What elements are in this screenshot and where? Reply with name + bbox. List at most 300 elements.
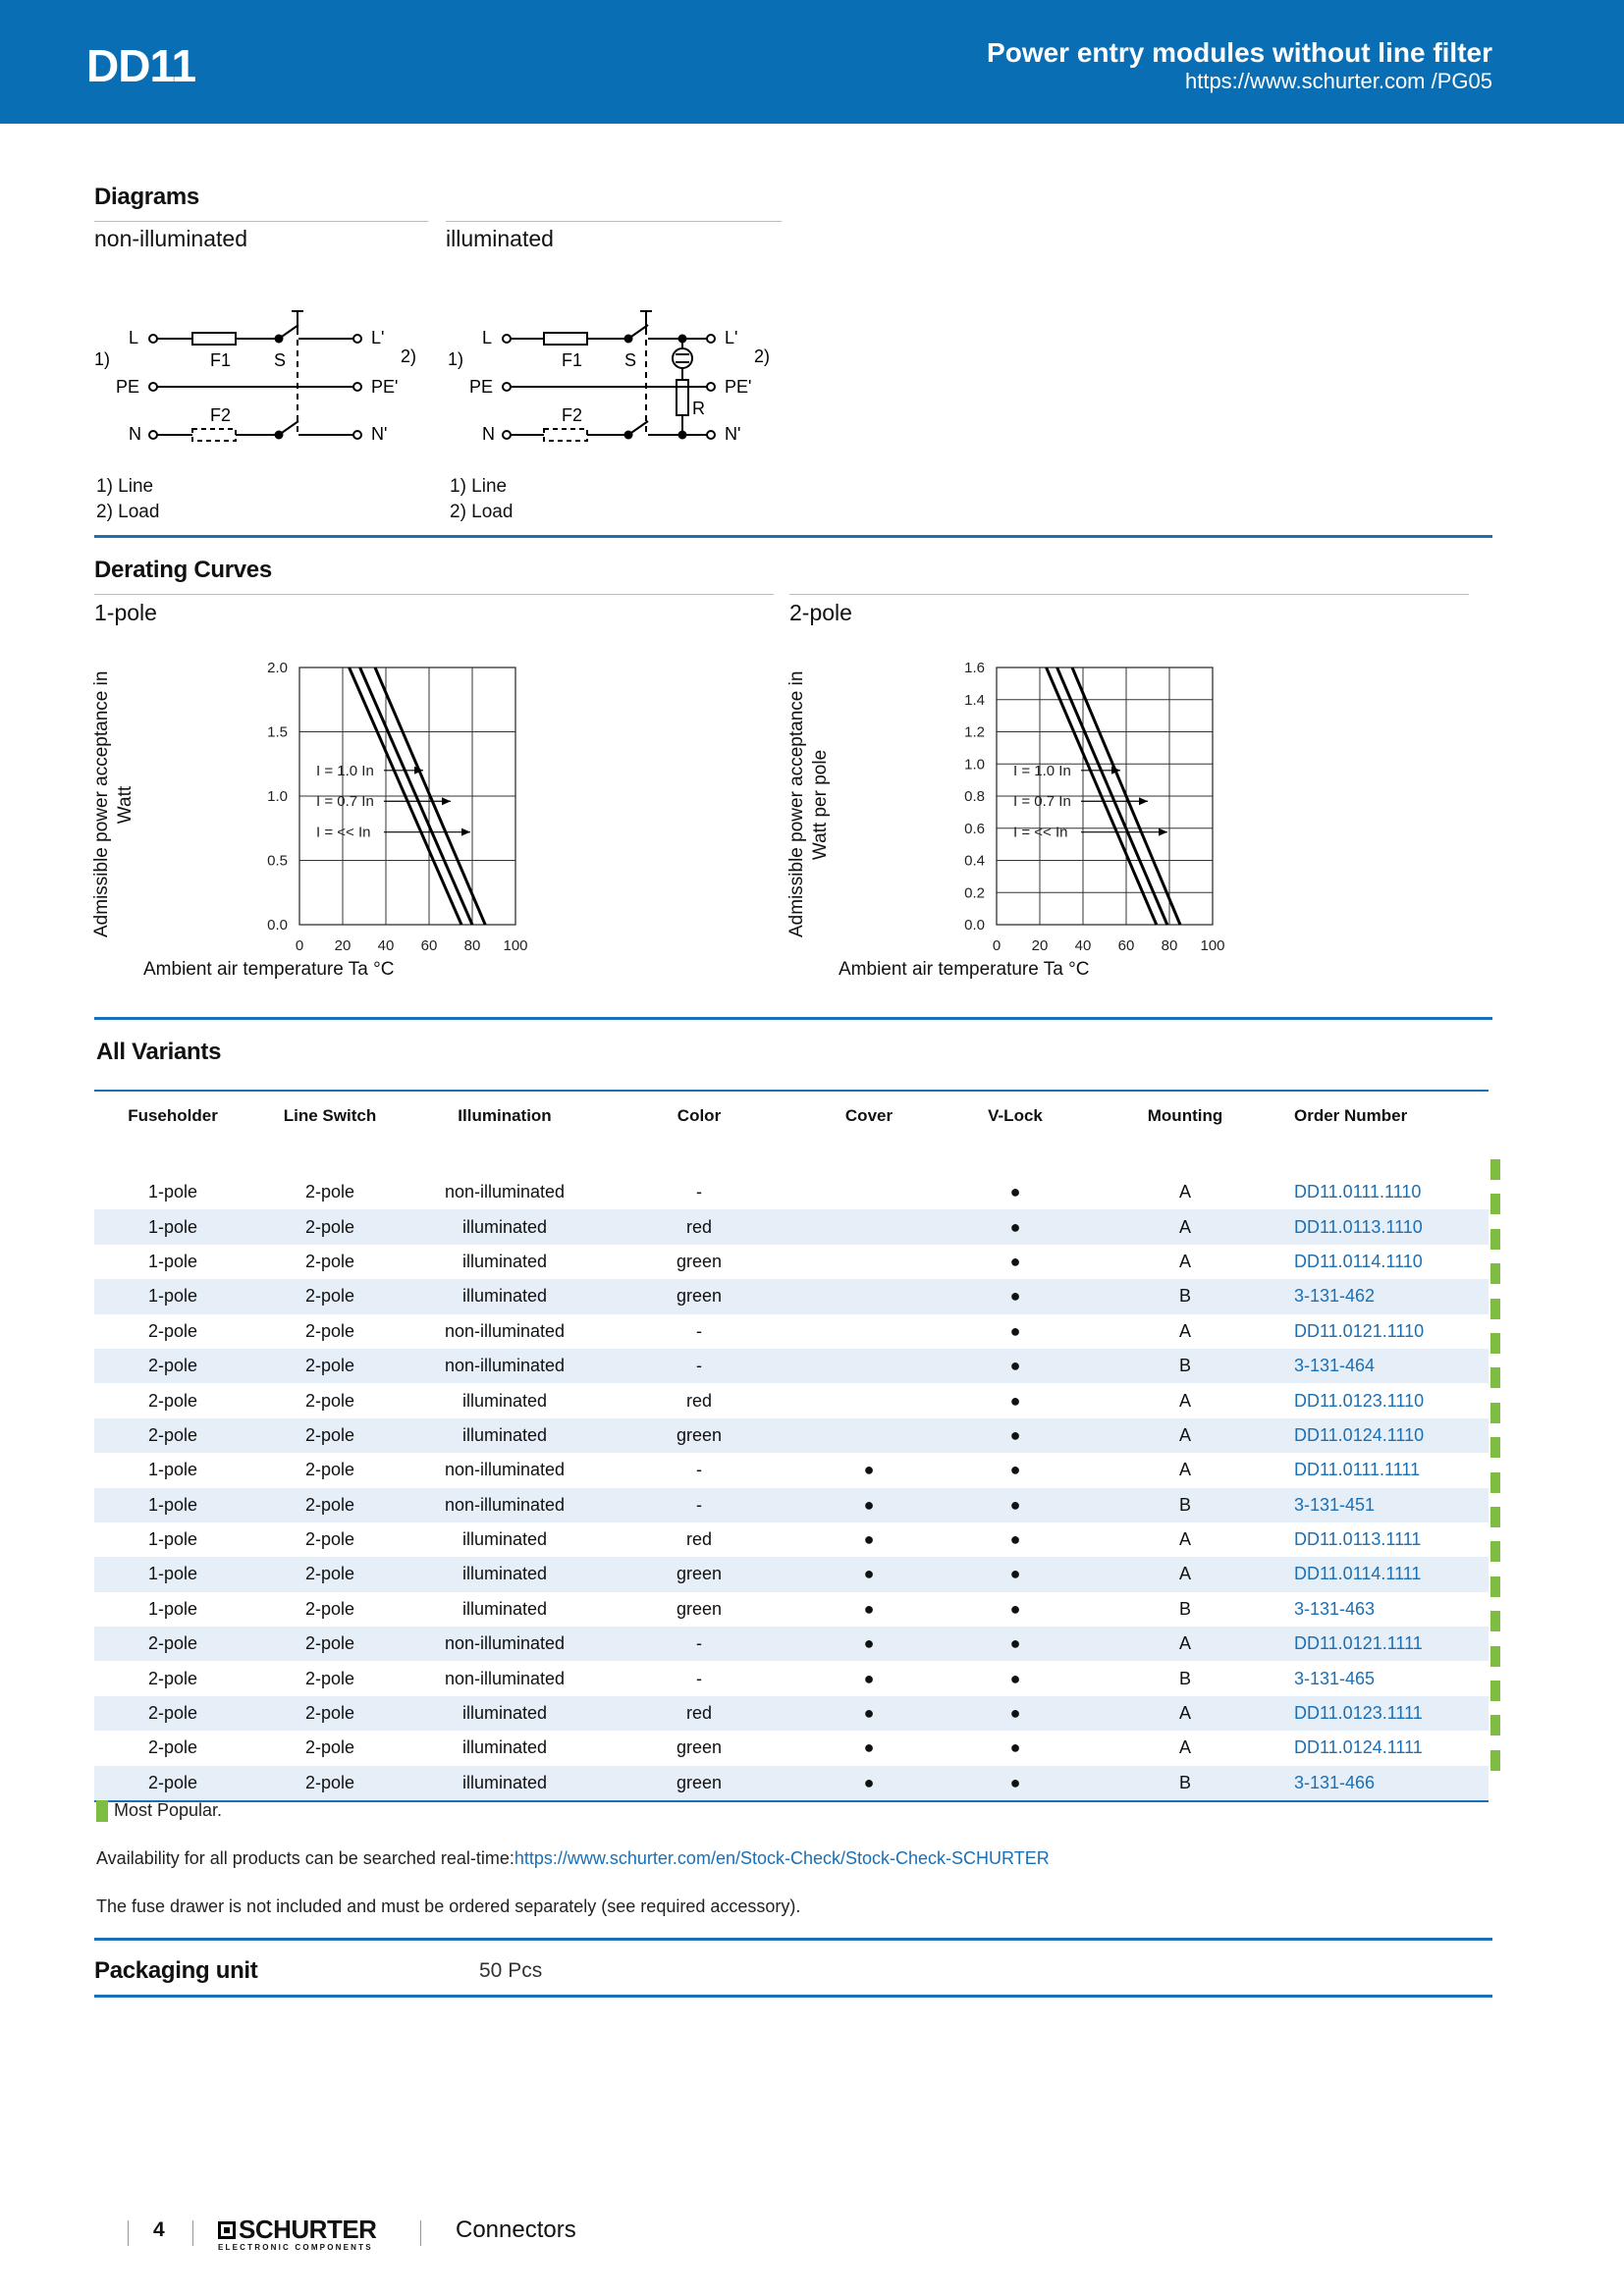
ylabel-line1: Admissible power acceptance in [91, 670, 112, 937]
logo-mark-icon [218, 2221, 236, 2239]
fuseholder-cell: 2-pole [147, 1737, 198, 1758]
color-cell: - [601, 1349, 797, 1383]
order-number-cell[interactable]: DD11.0123.1110 [1294, 1390, 1425, 1411]
color-cell: green [676, 1598, 723, 1619]
color-cell: green [601, 1766, 797, 1801]
table-row [94, 1488, 1489, 1522]
y-tick-label: 2.0 [267, 660, 288, 676]
table-row [94, 1731, 1489, 1765]
derating-chart-1-pole [245, 653, 658, 957]
illumination-cell: illuminated [408, 1766, 601, 1801]
mounting-cell: B [1090, 1349, 1280, 1383]
v-lock-cell: ● [941, 1627, 1090, 1661]
legend-load: 2) Load [96, 502, 160, 522]
color-cell: - [696, 1460, 702, 1480]
page-header [0, 0, 1624, 124]
illumination-cell: illuminated [461, 1529, 548, 1550]
column-header: Order Number [1280, 1091, 1489, 1153]
derating-chart-2-pole [943, 653, 1355, 957]
logo-subtitle: ELECTRONIC COMPONENTS [218, 2243, 373, 2252]
fuseholder-cell: 2-pole [94, 1766, 251, 1801]
footer-category: Connectors [456, 2216, 576, 2243]
order-number-cell[interactable]: 3-131-451 [1280, 1488, 1489, 1522]
product-code: DD11 [86, 40, 196, 91]
label-PEp-2: PE' [725, 377, 752, 397]
order-number-cell[interactable]: DD11.0121.1111 [1280, 1627, 1489, 1661]
section-divider [94, 1995, 1492, 1998]
table-row [94, 1453, 1489, 1487]
most-popular-marker [1490, 1333, 1500, 1354]
table-row [94, 1383, 1489, 1417]
derating-title: Derating Curves [94, 557, 272, 583]
y-tick-label: 0.0 [964, 917, 985, 934]
y-tick-label: 0.2 [964, 884, 985, 902]
color-cell: red [685, 1529, 712, 1550]
cover-cell: ● [863, 1529, 875, 1550]
v-lock-cell: ● [1009, 1320, 1021, 1341]
mounting-cell: A [1178, 1182, 1191, 1202]
mounting-cell: A [1178, 1737, 1191, 1758]
fuseholder-cell: 2-pole [94, 1627, 251, 1661]
order-number-cell[interactable]: 3-131-466 [1280, 1766, 1489, 1801]
label-PE: PE [116, 377, 140, 397]
legend-line: 1) Line [96, 476, 154, 497]
mounting-cell: B [1178, 1668, 1191, 1688]
y-tick-label: 1.2 [964, 723, 985, 741]
order-number-cell[interactable]: 3-131-463 [1294, 1598, 1376, 1619]
x-tick-label: 100 [503, 937, 528, 954]
y-tick-label: 0.6 [964, 820, 985, 837]
x-tick-label: 100 [1200, 937, 1225, 954]
column-header: V-Lock [941, 1091, 1090, 1153]
line-switch-cell: 2-pole [304, 1182, 355, 1202]
mounting-cell: A [1090, 1209, 1280, 1244]
mounting-cell: A [1178, 1460, 1191, 1480]
fuseholder-cell: 2-pole [94, 1696, 251, 1731]
v-lock-cell: ● [941, 1766, 1090, 1801]
y-tick-label: 0.5 [267, 852, 288, 870]
arrow-head-icon [461, 828, 470, 836]
mounting-cell: A [1090, 1557, 1280, 1591]
fuseholder-cell: 2-pole [94, 1349, 251, 1383]
line-switch-cell: 2-pole [251, 1209, 408, 1244]
schematic-non-illuminated [88, 299, 432, 456]
order-number-cell[interactable]: 3-131-464 [1280, 1349, 1489, 1383]
illumination-cell: non-illuminated [408, 1627, 601, 1661]
product-title: Power entry modules without line filter [987, 37, 1492, 68]
label-L: L [129, 328, 139, 347]
series-annotation: I = 0.7 In [1013, 793, 1071, 811]
order-number-cell[interactable]: DD11.0113.1110 [1280, 1209, 1489, 1244]
table-row [94, 1557, 1489, 1591]
label-Np: N' [371, 424, 388, 444]
footer-divider [192, 2220, 193, 2246]
table-row [94, 1592, 1489, 1627]
x-tick-label: 40 [377, 937, 395, 954]
v-lock-cell: ● [941, 1349, 1090, 1383]
ylabel-line1: Admissible power acceptance in [786, 670, 807, 937]
chart-right-ylabel [785, 672, 833, 937]
table-row [94, 1696, 1489, 1731]
cover-cell [797, 1209, 941, 1244]
v-lock-cell: ● [1009, 1737, 1021, 1758]
most-popular-marker [1490, 1681, 1500, 1701]
illumination-cell: non-illuminated [444, 1182, 566, 1202]
v-lock-cell: ● [1009, 1668, 1021, 1688]
order-number-cell[interactable]: 3-131-462 [1280, 1279, 1489, 1313]
cover-cell: ● [797, 1696, 941, 1731]
series-annotation: I = 0.7 In [316, 793, 374, 811]
cover-cell [797, 1383, 941, 1417]
line-switch-cell: 2-pole [304, 1390, 355, 1411]
section-divider [94, 1017, 1492, 1020]
cover-cell: ● [797, 1557, 941, 1591]
footer-divider [128, 2220, 129, 2246]
mounting-cell: A [1178, 1320, 1191, 1341]
mounting-cell: A [1178, 1390, 1191, 1411]
series-annotation: I = << In [1013, 824, 1068, 841]
illumination-cell: non-illuminated [444, 1320, 566, 1341]
most-popular-marker [1490, 1299, 1500, 1319]
most-popular-marker [1490, 1750, 1500, 1771]
color-cell: green [676, 1251, 723, 1271]
label-S-2: S [624, 350, 637, 370]
label-F2-2: F2 [562, 405, 583, 425]
derating-left-rule [94, 594, 774, 595]
line-switch-cell: 2-pole [304, 1737, 355, 1758]
v-lock-cell: ● [941, 1209, 1090, 1244]
mounting-cell: B [1090, 1766, 1280, 1801]
most-popular-marker [1490, 1159, 1500, 1180]
schurter-logo [218, 2215, 376, 2252]
illumination-cell: illuminated [408, 1557, 601, 1591]
x-tick-label: 80 [463, 937, 481, 954]
y-tick-label: 1.5 [267, 723, 288, 741]
stock-check-link[interactable]: https://www.schurter.com/en/Stock-Check/Stock-Check-SCHURTER [514, 1848, 1050, 1868]
illumination-cell: illuminated [408, 1279, 601, 1313]
most-popular-marker [1490, 1194, 1500, 1214]
illumination-cell: non-illuminated [444, 1668, 566, 1688]
chart-right-xlabel: Ambient air temperature Ta °C [839, 959, 1090, 980]
order-number-cell[interactable]: DD11.0124.1110 [1280, 1418, 1489, 1453]
line-switch-cell: 2-pole [251, 1557, 408, 1591]
label-PE-2: PE [469, 377, 494, 397]
label-R: R [692, 399, 705, 418]
color-cell: - [696, 1320, 702, 1341]
availability-text: Availability for all products can be searched real-time: [96, 1848, 514, 1868]
chart-left-xlabel: Ambient air temperature Ta °C [143, 959, 395, 980]
x-tick-label: 0 [295, 937, 304, 954]
cover-cell: ● [863, 1737, 875, 1758]
legend-line: 1) Line [450, 476, 508, 497]
x-tick-label: 20 [334, 937, 352, 954]
line-switch-cell: 2-pole [304, 1251, 355, 1271]
y-tick-label: 1.6 [964, 660, 985, 676]
x-tick-label: 60 [1117, 937, 1135, 954]
v-lock-cell: ● [1009, 1598, 1021, 1619]
chart-left-ylabel [90, 672, 137, 937]
diagram-left-rule [94, 221, 428, 222]
line-switch-cell: 2-pole [251, 1488, 408, 1522]
table-row [94, 1661, 1489, 1695]
line-switch-cell: 2-pole [251, 1349, 408, 1383]
most-popular-swatch [96, 1800, 108, 1822]
line-switch-cell: 2-pole [304, 1668, 355, 1688]
cover-cell: ● [863, 1460, 875, 1480]
table-header-row [94, 1091, 1489, 1153]
table-row [94, 1209, 1489, 1244]
fuseholder-cell: 1-pole [147, 1251, 198, 1271]
fuseholder-cell: 2-pole [94, 1418, 251, 1453]
y-tick-label: 0.4 [964, 852, 985, 870]
arrow-head-icon [442, 797, 451, 805]
color-cell: green [601, 1418, 797, 1453]
cover-cell: ● [863, 1668, 875, 1688]
order-number-cell[interactable]: DD11.0114.1111 [1280, 1557, 1489, 1591]
label-F1-2: F1 [562, 350, 583, 370]
label-N-2: N [482, 424, 495, 444]
ylabel-line2: Watt [115, 785, 135, 825]
line-switch-cell: 2-pole [304, 1320, 355, 1341]
order-number-cell[interactable]: DD11.0111.1110 [1294, 1182, 1422, 1202]
table-row [94, 1766, 1489, 1801]
most-popular-marker [1490, 1541, 1500, 1562]
variants-title: All Variants [96, 1039, 222, 1065]
series-annotation: I = 1.0 In [1013, 762, 1071, 779]
table-row [94, 1522, 1489, 1557]
most-popular-marker [1490, 1472, 1500, 1493]
diagram-left-title: non-illuminated [94, 226, 247, 251]
v-lock-cell: ● [941, 1279, 1090, 1313]
table-row [94, 1175, 1489, 1209]
cover-cell: ● [797, 1627, 941, 1661]
order-number-cell[interactable]: DD11.0113.1111 [1294, 1529, 1422, 1550]
line-switch-cell: 2-pole [304, 1529, 355, 1550]
footer-divider [420, 2220, 421, 2246]
v-lock-cell: ● [941, 1418, 1090, 1453]
product-url[interactable]: https://www.schurter.com /PG05 [1184, 69, 1492, 93]
packaging-value: 50 Pcs [479, 1959, 543, 1982]
derating-right-rule [789, 594, 1469, 595]
x-tick-label: 20 [1031, 937, 1049, 954]
color-cell: red [601, 1696, 797, 1731]
label-Lp: L' [371, 328, 385, 347]
most-popular-marker [1490, 1367, 1500, 1388]
column-header: Mounting [1090, 1091, 1280, 1153]
table-row [94, 1314, 1489, 1349]
availability-note [96, 1848, 1050, 1869]
section-divider [94, 1938, 1492, 1941]
fuseholder-cell: 1-pole [94, 1488, 251, 1522]
label-L-2: L [482, 328, 493, 347]
label-line-marker-2: 1) [448, 349, 464, 369]
color-cell: red [601, 1209, 797, 1244]
label-F2: F2 [210, 405, 232, 425]
illumination-cell: non-illuminated [408, 1488, 601, 1522]
color-cell: green [601, 1279, 797, 1313]
column-header: Fuseholder [94, 1091, 251, 1153]
label-Lp-2: L' [725, 328, 738, 347]
illumination-cell: illuminated [461, 1390, 548, 1411]
most-popular-marker [1490, 1437, 1500, 1458]
fuseholder-cell: 1-pole [94, 1557, 251, 1591]
line-switch-cell: 2-pole [251, 1766, 408, 1801]
y-tick-label: 0.8 [964, 788, 985, 805]
table-row [94, 1279, 1489, 1313]
line-switch-cell: 2-pole [251, 1696, 408, 1731]
mounting-cell: A [1090, 1696, 1280, 1731]
v-lock-cell: ● [1009, 1460, 1021, 1480]
diagram-right-legend [450, 474, 513, 525]
diagrams-title: Diagrams [94, 184, 199, 210]
label-load-marker: 2) [401, 347, 417, 366]
column-header: Color [601, 1091, 797, 1153]
packaging-label: Packaging unit [94, 1957, 258, 1984]
v-lock-cell: ● [1009, 1529, 1021, 1550]
color-cell: green [601, 1557, 797, 1591]
mounting-cell: A [1178, 1529, 1191, 1550]
cover-cell [797, 1314, 941, 1349]
cover-cell [797, 1349, 941, 1383]
most-popular-marker [1490, 1576, 1500, 1597]
v-lock-cell: ● [1009, 1251, 1021, 1271]
arrow-head-icon [1159, 828, 1167, 836]
cover-cell: ● [797, 1766, 941, 1801]
order-number-cell[interactable]: DD11.0123.1111 [1280, 1696, 1489, 1731]
legend-load: 2) Load [450, 502, 514, 522]
derating-right-title: 2-pole [789, 600, 852, 625]
illumination-cell: illuminated [461, 1598, 548, 1619]
line-switch-cell: 2-pole [304, 1460, 355, 1480]
v-lock-cell: ● [941, 1696, 1090, 1731]
column-header: Illumination [408, 1091, 601, 1153]
mounting-cell: A [1090, 1418, 1280, 1453]
illumination-cell: non-illuminated [444, 1460, 566, 1480]
mounting-cell: A [1178, 1251, 1191, 1271]
cover-cell [797, 1279, 941, 1313]
mounting-cell: A [1090, 1627, 1280, 1661]
cover-cell [797, 1175, 941, 1209]
most-popular-marker [1490, 1715, 1500, 1735]
cover-cell: ● [863, 1598, 875, 1619]
illumination-cell: illuminated [408, 1209, 601, 1244]
most-popular-marker [1490, 1229, 1500, 1250]
color-cell: - [696, 1668, 702, 1688]
fuseholder-cell: 1-pole [94, 1279, 251, 1313]
v-lock-cell: ● [1009, 1182, 1021, 1202]
section-divider [94, 535, 1492, 538]
fuseholder-cell: 2-pole [147, 1390, 198, 1411]
diagram-left-legend [96, 474, 159, 525]
cover-cell [797, 1245, 941, 1279]
most-popular-marker [1490, 1611, 1500, 1631]
x-tick-label: 80 [1161, 937, 1178, 954]
fuseholder-cell: 2-pole [147, 1320, 198, 1341]
line-switch-cell: 2-pole [251, 1279, 408, 1313]
label-line-marker: 1) [94, 349, 111, 369]
fuseholder-cell: 1-pole [147, 1182, 198, 1202]
column-header: Cover [797, 1091, 941, 1153]
illumination-cell: non-illuminated [408, 1349, 601, 1383]
illumination-cell: illuminated [461, 1251, 548, 1271]
color-cell: green [676, 1737, 723, 1758]
y-tick-label: 1.0 [964, 756, 985, 774]
label-F1: F1 [210, 350, 232, 370]
mounting-cell: B [1090, 1279, 1280, 1313]
order-number-cell[interactable]: DD11.0124.1111 [1294, 1737, 1423, 1758]
label-Np-2: N' [725, 424, 741, 444]
line-switch-cell: 2-pole [251, 1627, 408, 1661]
cover-cell: ● [797, 1488, 941, 1522]
order-number-cell[interactable]: DD11.0111.1111 [1294, 1460, 1421, 1480]
schematic-illuminated [442, 299, 785, 456]
v-lock-cell: ● [1009, 1390, 1021, 1411]
most-popular-marker [1490, 1507, 1500, 1527]
diagram-right-rule [446, 221, 782, 222]
x-tick-label: 0 [992, 937, 1001, 954]
derating-left-title: 1-pole [94, 600, 157, 625]
ylabel-line2: Watt per pole [810, 749, 831, 861]
label-load-marker-2: 2) [754, 347, 771, 366]
most-popular-label: Most Popular. [114, 1800, 223, 1820]
mounting-cell: B [1178, 1598, 1191, 1619]
order-number-cell[interactable]: DD11.0121.1110 [1294, 1320, 1425, 1341]
table-row [94, 1418, 1489, 1453]
order-number-cell[interactable]: 3-131-465 [1294, 1668, 1376, 1688]
fuseholder-cell: 1-pole [147, 1598, 198, 1619]
fuseholder-cell: 1-pole [147, 1460, 198, 1480]
color-cell: red [685, 1390, 712, 1411]
fuseholder-cell: 2-pole [147, 1668, 198, 1688]
page-footer [0, 2215, 1624, 2260]
table-row [94, 1627, 1489, 1661]
label-PEp: PE' [371, 377, 399, 397]
mounting-cell: B [1090, 1488, 1280, 1522]
y-tick-label: 1.0 [267, 788, 288, 805]
line-switch-cell: 2-pole [304, 1598, 355, 1619]
series-annotation: I = << In [316, 824, 371, 841]
logo-wordmark: SCHURTER [239, 2215, 377, 2244]
line-switch-cell: 2-pole [251, 1418, 408, 1453]
x-tick-label: 40 [1074, 937, 1092, 954]
label-S: S [274, 350, 287, 370]
page-number: 4 [153, 2218, 165, 2241]
color-cell: - [601, 1488, 797, 1522]
fuseholder-cell: 1-pole [94, 1209, 251, 1244]
most-popular-marker [1490, 1646, 1500, 1667]
most-popular-marker [1490, 1403, 1500, 1423]
arrow-head-icon [1139, 797, 1148, 805]
fuse-drawer-note: The fuse drawer is not included and must be ordered separately (see required accessory). [96, 1896, 801, 1916]
y-tick-label: 1.4 [964, 691, 985, 709]
illumination-cell: illuminated [408, 1696, 601, 1731]
v-lock-cell: ● [941, 1488, 1090, 1522]
order-number-cell[interactable]: DD11.0114.1110 [1294, 1251, 1423, 1271]
color-cell: - [601, 1627, 797, 1661]
x-tick-label: 60 [420, 937, 438, 954]
illumination-cell: illuminated [461, 1737, 548, 1758]
series-annotation: I = 1.0 In [316, 762, 374, 779]
color-cell: - [696, 1182, 702, 1202]
most-popular-marker [1490, 1263, 1500, 1284]
table-row [94, 1245, 1489, 1279]
cover-cell [797, 1418, 941, 1453]
fuseholder-cell: 1-pole [147, 1529, 198, 1550]
v-lock-cell: ● [941, 1557, 1090, 1591]
illumination-cell: illuminated [408, 1418, 601, 1453]
column-header: Line Switch [251, 1091, 408, 1153]
table-row [94, 1349, 1489, 1383]
